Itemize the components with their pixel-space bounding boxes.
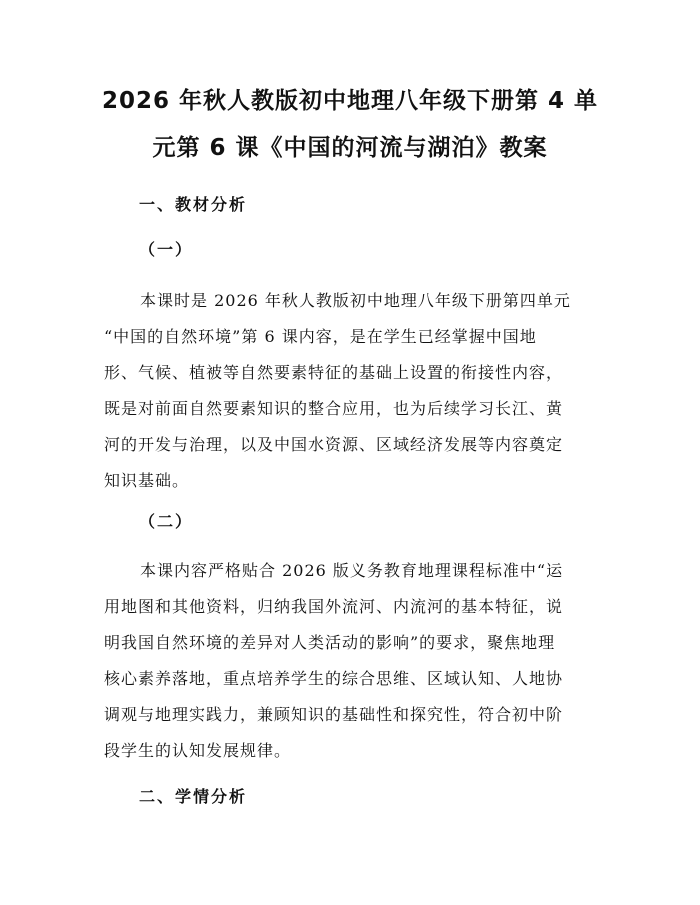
paragraph-1-line: 河的开发与治理，以及中国水资源、区域经济发展等内容奠定 [104,435,564,454]
paragraph-2 [104,553,604,769]
paragraph-2-line: 用地图和其他资料，归纳我国外流河、内流河的基本特征，说 [104,597,564,616]
paragraph-2-line: 核心素养落地，重点培养学生的综合思维、区域认知、人地协 [104,669,564,688]
paragraph-1-line: 既是对前面自然要素知识的整合应用，也为后续学习长江、黄 [104,399,564,418]
section-heading-textbook-analysis: 一、教材分析 [139,195,248,214]
subsection-heading-2: （二） [139,512,194,531]
paragraph-2-line: 本课内容严格贴合 2026 版义务教育地理课程标准中“运 [140,561,564,580]
paragraph-1 [104,283,604,499]
paragraph-1-line: 形、气候、植被等自然要素特征的基础上设置的衔接性内容， [104,363,564,382]
paragraph-1-line: “中国的自然环境”第 6 课内容，是在学生已经掌握中国地 [104,327,537,346]
document-title-line-1: 2026 年秋人教版初中地理八年级下册第 4 单 [101,88,599,114]
document-title-line-2: 元第 6 课《中国的河流与湖泊》教案 [152,135,548,161]
paragraph-2-line: 调观与地理实践力，兼顾知识的基础性和探究性，符合初中阶 [104,705,564,724]
paragraph-2-line: 明我国自然环境的差异对人类活动的影响”的要求，聚焦地理 [104,633,556,652]
paragraph-1-line: 本课时是 2026 年秋人教版初中地理八年级下册第四单元 [140,291,571,310]
paragraph-1-line: 知识基础。 [104,471,190,490]
paragraph-2-line: 段学生的认知发展规律。 [104,741,292,760]
subsection-heading-1: （一） [139,240,194,259]
section-heading-student-analysis: 二、学情分析 [139,787,248,806]
